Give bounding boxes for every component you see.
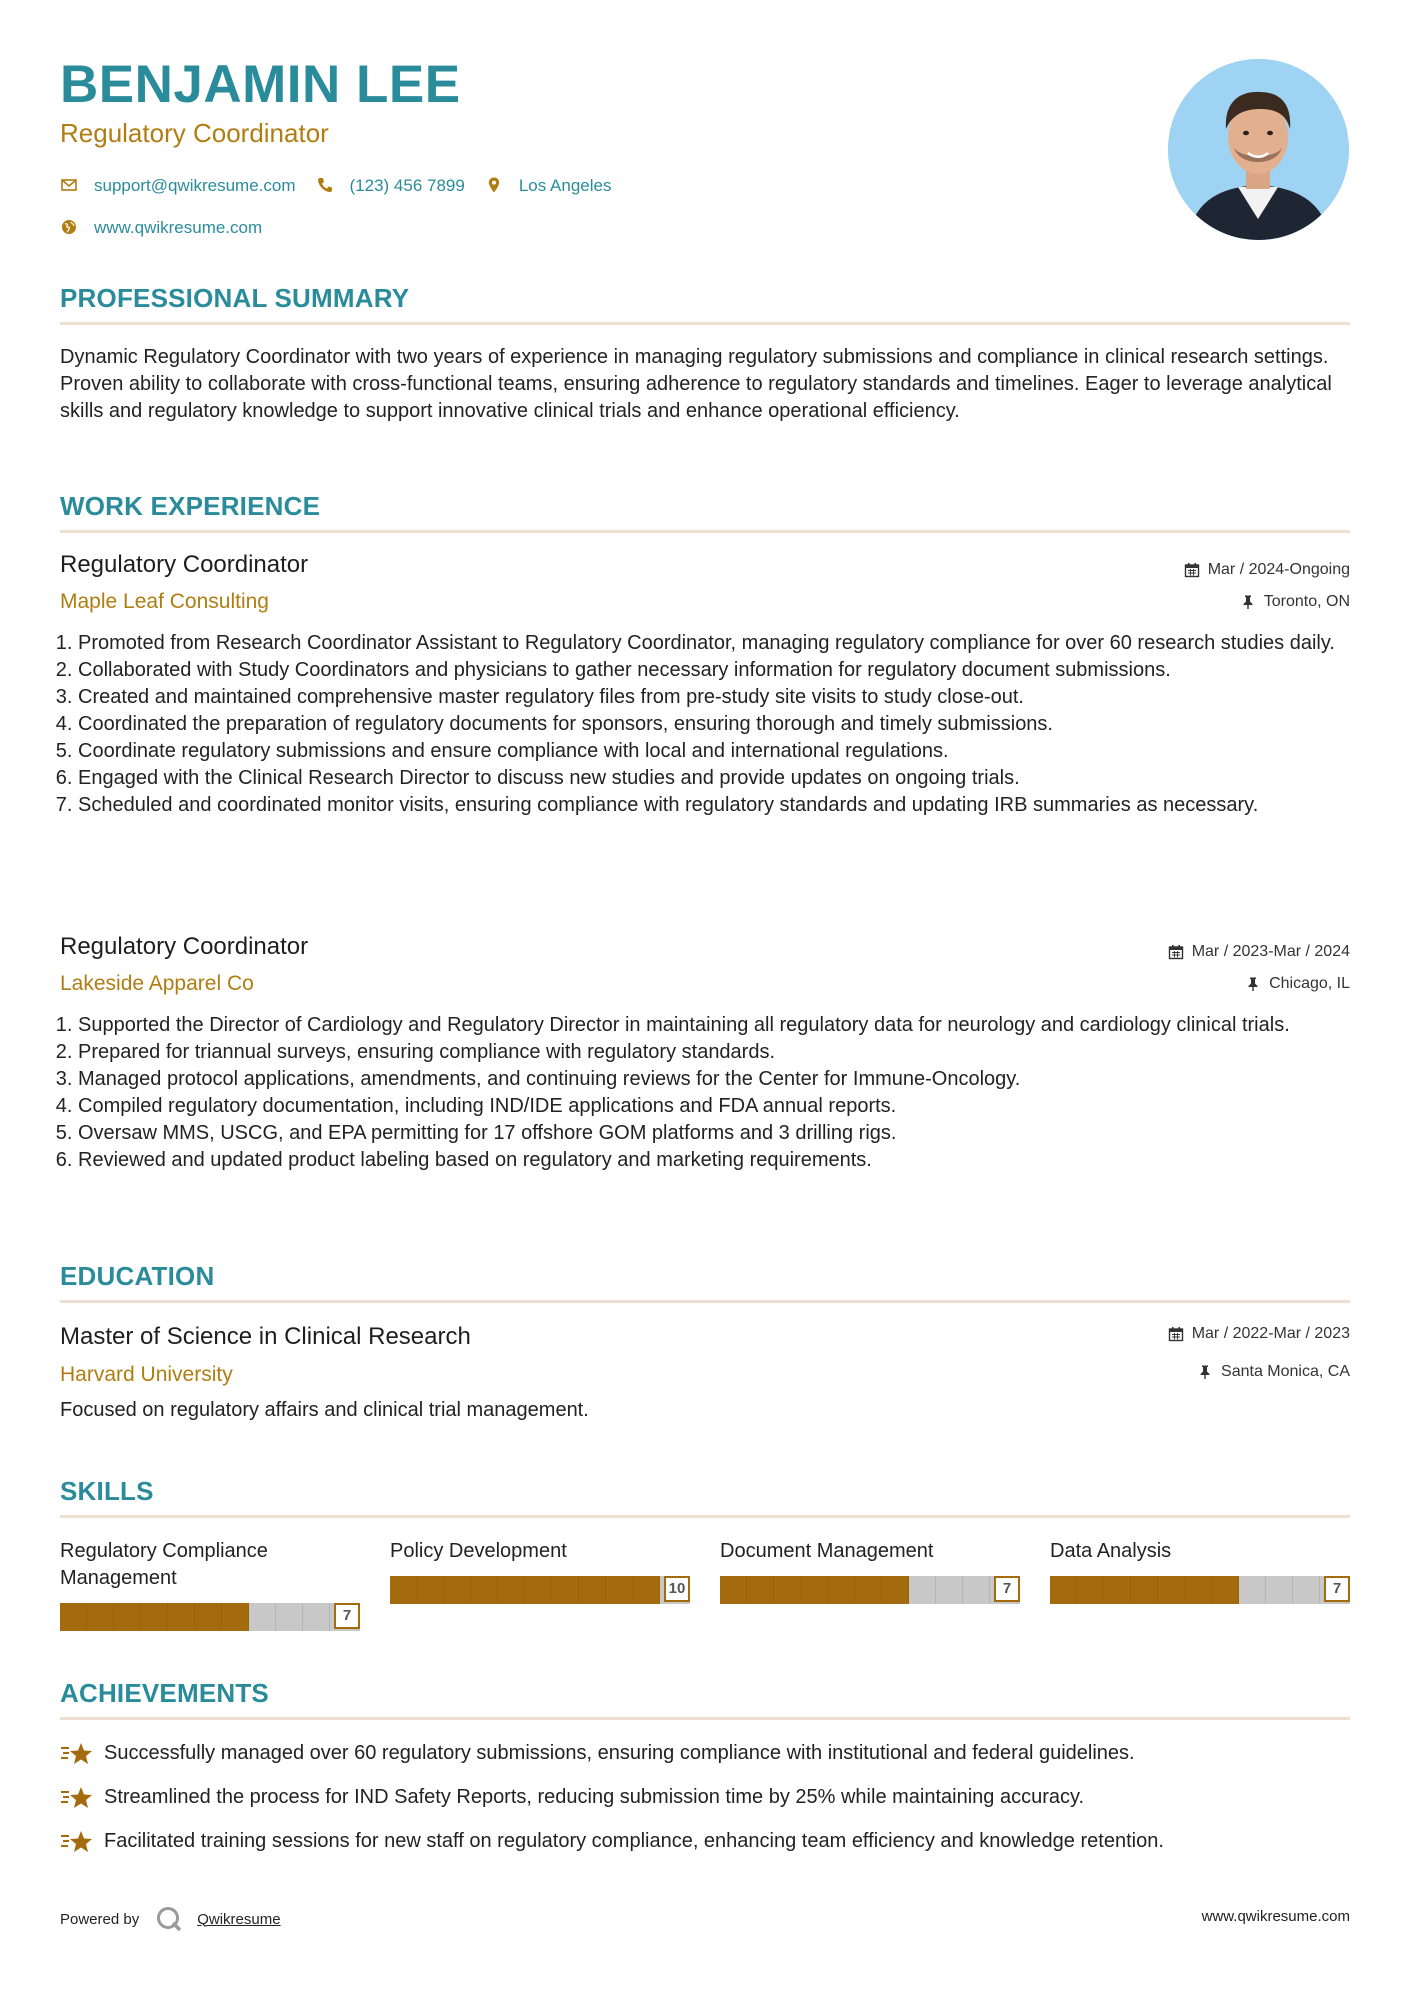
education-divider: [60, 1300, 1350, 1303]
website-link[interactable]: www.qwikresume.com: [94, 217, 263, 237]
list-item: 7. Scheduled and coordinated monitor visits, ensuring compliance with regulatory standards and updating IRB summaries as necessary.: [78, 792, 1368, 819]
skill-level-badge: 10: [664, 1576, 690, 1602]
candidate-title: Regulatory Coordinator: [60, 118, 329, 148]
achievements-heading: ACHIEVEMENTS: [60, 1678, 269, 1708]
achievement-item: [60, 1740, 1350, 1767]
summary-divider: [60, 322, 1350, 325]
skill-name: Document Management: [720, 1540, 934, 1562]
job-date-text: Mar / 2024-Ongoing: [1207, 561, 1350, 578]
skill-name: Regulatory Compliance Management: [60, 1540, 268, 1589]
education-location-text: Santa Monica, CA: [1221, 1363, 1350, 1380]
job-location-text: Chicago, IL: [1269, 975, 1350, 992]
list-item: 1. Promoted from Research Coordinator Assistant to Regulatory Coordinator, managing regulatory compliance for over 60 research studies daily.: [78, 630, 1368, 657]
candidate-name: BENJAMIN LEE: [60, 55, 461, 114]
list-item: 2. Prepared for triannual surveys, ensuring compliance with regulatory standards.: [78, 1039, 1368, 1066]
email-link[interactable]: support@qwikresume.com: [94, 175, 296, 195]
job-bullets-1: [60, 630, 1368, 819]
map-pin-icon: [485, 176, 503, 194]
skill-level-bar: [390, 1576, 690, 1604]
skill-level-bar: [60, 1603, 360, 1631]
list-item: 3. Managed protocol applications, amendments, and continuing reviews for the Center for Immune-Oncology.: [78, 1066, 1368, 1093]
list-item: 4. Coordinated the preparation of regulatory documents for sponsors, ensuring thorough and timely submissions.: [78, 711, 1368, 738]
job-date-text: Mar / 2023-Mar / 2024: [1191, 943, 1350, 960]
qwikresume-logo-icon: [155, 1905, 183, 1933]
pushpin-icon: [1245, 976, 1261, 992]
skill-name: Policy Development: [390, 1540, 567, 1562]
skill-item: [1050, 1538, 1350, 1597]
list-item: 5. Oversaw MMS, USCG, and EPA permitting for 17 offshore GOM platforms and 3 drilling rigs.: [78, 1120, 1368, 1147]
calendar-icon: [1184, 562, 1200, 578]
skill-name: Data Analysis: [1050, 1540, 1172, 1562]
pushpin-icon: [1240, 594, 1256, 610]
footer-powered-by: [60, 1905, 281, 1933]
education-date-text: Mar / 2022-Mar / 2023: [1191, 1325, 1350, 1342]
company-name: Lakeside Apparel Co: [60, 972, 254, 995]
skill-level-badge: 7: [334, 1603, 360, 1629]
location-text: Los Angeles: [518, 175, 612, 195]
skill-level-bar: [1050, 1576, 1350, 1604]
achievement-item: [60, 1828, 1350, 1855]
list-item: 3. Created and maintained comprehensive master regulatory files from pre-study site visits to study close-out.: [78, 684, 1368, 711]
job-date: [1184, 562, 1350, 578]
achievement-text: Facilitated training sessions for new staff on regulatory compliance, enhancing team efficiency and knowledge retention.: [104, 1830, 1164, 1852]
envelope-icon: [60, 176, 78, 194]
education-date: [1168, 1326, 1350, 1342]
company-name: Maple Leaf Consulting: [60, 590, 269, 613]
school-name: Harvard University: [60, 1363, 233, 1386]
footer-url[interactable]: www.qwikresume.com: [1201, 1908, 1350, 1925]
brand-link[interactable]: Qwikresume: [197, 1910, 281, 1928]
experience-divider: [60, 530, 1350, 533]
contact-row-2: [60, 218, 282, 236]
job-date: [1168, 944, 1350, 960]
skill-bar-filled: [720, 1576, 909, 1604]
globe-icon: [60, 218, 78, 236]
list-item: 1. Supported the Director of Cardiology and Regulatory Director in maintaining all regulatory data for neurology and cardiology clinical trials.: [78, 1012, 1368, 1039]
education-description: Focused on regulatory affairs and clinical trial management.: [60, 1399, 589, 1421]
achievements-divider: [60, 1717, 1350, 1720]
degree-title: Master of Science in Clinical Research: [60, 1323, 471, 1350]
phone-number[interactable]: (123) 456 7899: [349, 175, 465, 195]
experience-heading: WORK EXPERIENCE: [60, 491, 321, 521]
skill-level-bar: [720, 1576, 1020, 1604]
skill-item: [60, 1538, 360, 1624]
powered-by-label: Powered by: [60, 1910, 140, 1928]
achievement-text: Successfully managed over 60 regulatory submissions, ensuring compliance with institutional and federal guidelines.: [104, 1742, 1135, 1764]
phone-icon: [316, 176, 334, 194]
list-item: 6. Reviewed and updated product labeling based on regulatory and marketing requirements.: [78, 1147, 1368, 1174]
skill-bar-filled: [390, 1576, 660, 1604]
job-title: Regulatory Coordinator: [60, 551, 309, 578]
education-heading: EDUCATION: [60, 1261, 215, 1291]
education-location: [1197, 1364, 1350, 1380]
job-title: Regulatory Coordinator: [60, 933, 309, 960]
skill-item: [720, 1538, 1020, 1597]
list-item: 6. Engaged with the Clinical Research Director to discuss new studies and provide updates on ongoing trials.: [78, 765, 1368, 792]
skills-divider: [60, 1515, 1350, 1518]
achievement-item: [60, 1784, 1350, 1811]
summary-heading: PROFESSIONAL SUMMARY: [60, 283, 410, 313]
list-item: 2. Collaborated with Study Coordinators and physicians to gather necessary information for regulatory document submissions.: [78, 657, 1368, 684]
skill-level-badge: 7: [994, 1576, 1020, 1602]
star-icon: [60, 1740, 104, 1767]
star-icon: [60, 1828, 104, 1855]
list-item: 4. Compiled regulatory documentation, including IND/IDE applications and FDA annual reports.: [78, 1093, 1368, 1120]
skill-level-badge: 7: [1324, 1576, 1350, 1602]
calendar-icon: [1168, 944, 1184, 960]
star-icon: [60, 1784, 104, 1811]
job-location: [1240, 594, 1350, 610]
skill-bar-filled: [60, 1603, 249, 1631]
job-location-text: Toronto, ON: [1263, 593, 1350, 610]
job-location: [1245, 976, 1350, 992]
achievement-text: Streamlined the process for IND Safety Reports, reducing submission time by 25% while maintaining accuracy.: [104, 1786, 1085, 1808]
contact-row-1: [60, 176, 631, 194]
skills-heading: SKILLS: [60, 1476, 154, 1506]
job-bullets-2: [60, 1012, 1368, 1174]
list-item: 5. Coordinate regulatory submissions and ensure compliance with local and international regulations.: [78, 738, 1368, 765]
skill-bar-filled: [1050, 1576, 1239, 1604]
pushpin-icon: [1197, 1364, 1213, 1380]
resume-page: [60, 0, 1350, 1990]
calendar-icon: [1168, 1326, 1184, 1342]
profile-photo: [1168, 59, 1349, 240]
skill-item: [390, 1538, 690, 1597]
summary-text: Dynamic Regulatory Coordinator with two years of experience in managing regulatory submissions and compliance in clinical research settings. Proven ability to collaborate with cross-functional teams, ensuring adherence to regulatory standards and timelines. Eager to leverage analytical skills and regulatory knowledge to support innovative clinical trials and enhance operational efficiency.: [60, 346, 1332, 422]
